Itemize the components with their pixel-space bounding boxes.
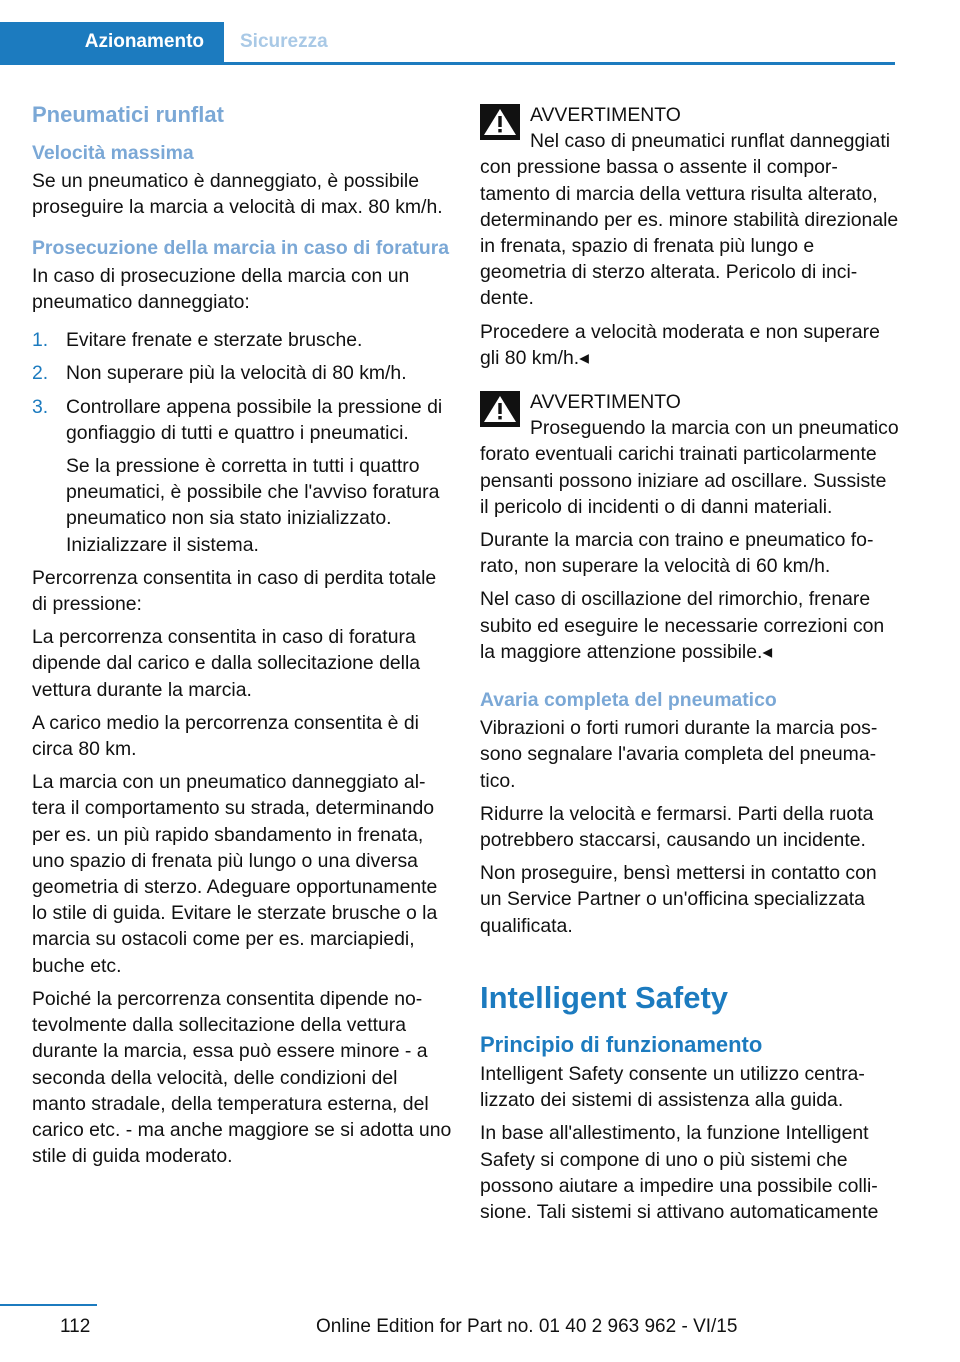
page-number: 112 xyxy=(60,1316,91,1337)
step-number: 1. xyxy=(32,329,49,352)
step-number: 3. xyxy=(32,395,49,418)
section-title-intelligent-safety: Intelligent Safety xyxy=(480,979,729,1015)
warning-triangle-icon xyxy=(480,391,520,427)
paragraph: La percorrenza consentita in caso di foratura dipende dal carico e dalla sollecitazione della vettura durante la marcia. xyxy=(32,626,421,701)
list-item xyxy=(32,394,452,558)
step-text: Controllare appena possibile la pressione di gonfiaggio di tutti e quattro i pneumatici. xyxy=(66,395,443,444)
tab-sicurezza[interactable]: Sicurezza xyxy=(240,31,328,52)
paragraph: Vibrazioni o forti rumori durante la marcia possono segnalare l'avaria completa del pneumatico. xyxy=(480,717,878,792)
left-column xyxy=(32,100,452,1176)
step-text: Non superare più la velocità di 80 km/h. xyxy=(66,362,407,385)
warning-text: Nel caso di pneumatici runflat danneggiati con pressione bassa o assente il comportamento di marcia della vettura risulta alterato, determinando per es. minore stabilità direzionale in frenata, spazio di frenata più lungo e geometria di sterzo alterata. Pericolo di incidente. xyxy=(480,130,899,310)
paragraph: Se un pneumatico è danneggiato, è possibile proseguire la marcia a velocità di max. 80 km/h. xyxy=(32,170,443,219)
paragraph: Non proseguire, bensì mettersi in contatto con un Service Partner o un'officina specializzata qualificata. xyxy=(480,862,877,937)
warning-label: AVVERTIMENTO xyxy=(530,391,681,414)
list-item xyxy=(32,327,452,353)
paragraph: Poiché la percorrenza consentita dipende notevolmente dalla sollecitazione della vettura durante la marcia, essa può essere minore - a seconda della velocità, delle condizioni del manto stradale, della temperatura esterna, del carico etc. - ma anche maggiore se si adotta uno stile di guida moderato. xyxy=(32,987,452,1168)
heading-principle: Principio di funzionamento xyxy=(480,1031,763,1057)
edition-text: Online Edition for Part no. 01 40 2 963 962 - VI/15 xyxy=(316,1316,738,1337)
paragraph: Nel caso di oscillazione del rimorchio, frenare subito ed eseguire le necessarie correzioni con la maggiore attenzione possibile.◂ xyxy=(480,588,885,663)
right-column xyxy=(480,100,900,1232)
paragraph: Percorrenza consentita in caso di perdita totale di pressione: xyxy=(32,566,437,616)
warning-label: AVVERTIMENTO xyxy=(530,104,681,126)
warning-text: Proseguendo la marcia con un pneumatico forato eventuali carichi trainati particolarmente pensanti possono iniziare ad oscillare. Sussiste il pericolo di incidenti o di danni materiali. xyxy=(480,417,899,518)
paragraph: Durante la marcia con traino e pneumatico forato, non superare la velocità di 60 km/h. xyxy=(480,529,874,578)
heading-tire-failure: Avaria completa del pneumatico xyxy=(480,689,777,712)
paragraph: La marcia con un pneumatico danneggiato altera il comportamento su strada, determinando per es. un più rapido sbandamento in frenata, uno spazio di frenata più lungo o una diversa geometria di sterzo. Adeguare opportunamente lo stile di guida. Evitare le sterzate brusche o la marcia su ostacoli come per es. marciapiedi, buche etc. xyxy=(32,771,438,977)
paragraph: Ridurre la velocità e fermarsi. Parti della ruota potrebbero staccarsi, causando un incidente. xyxy=(480,802,874,852)
paragraph: Procedere a velocità moderata e non superare gli 80 km/h.◂ xyxy=(480,320,880,369)
footer-divider xyxy=(0,1304,97,1306)
paragraph: In caso di prosecuzione della marcia con un pneumatico danneggiato: xyxy=(32,264,410,314)
warning-triangle-icon xyxy=(480,104,520,140)
step-subtext: Se la pressione è corretta in tutti i quattro pneumatici, è possibile che l'avviso foratura pneumatico non sia stato inizializzato. Inizializzare il sistema. xyxy=(66,455,440,556)
section-title-runflat: Pneumatici runflat xyxy=(32,102,224,127)
paragraph: A carico medio la percorrenza consentita è di circa 80 km. xyxy=(32,711,419,761)
step-text: Evitare frenate e sterzate brusche. xyxy=(66,329,363,352)
header-bar xyxy=(0,22,895,65)
tab-azionamento[interactable]: Azionamento xyxy=(0,22,224,62)
warning-block xyxy=(480,102,900,128)
steps-list xyxy=(32,327,452,558)
heading-continue-puncture: Prosecuzione della marcia in caso di foratura xyxy=(32,236,450,259)
paragraph: Intelligent Safety consente un utilizzo centralizzato dei sistemi di assistenza alla guida. xyxy=(480,1062,865,1112)
step-number: 2. xyxy=(32,362,49,385)
warning-block xyxy=(480,389,900,415)
paragraph: In base all'allestimento, la funzione Intelligent Safety si compone di uno o più sistemi che possono aiutare a impedire una possibile collisione. Tali sistemi si attivano automaticamente xyxy=(480,1122,879,1223)
heading-max-speed: Velocità massima xyxy=(32,142,194,164)
list-item xyxy=(32,360,452,386)
